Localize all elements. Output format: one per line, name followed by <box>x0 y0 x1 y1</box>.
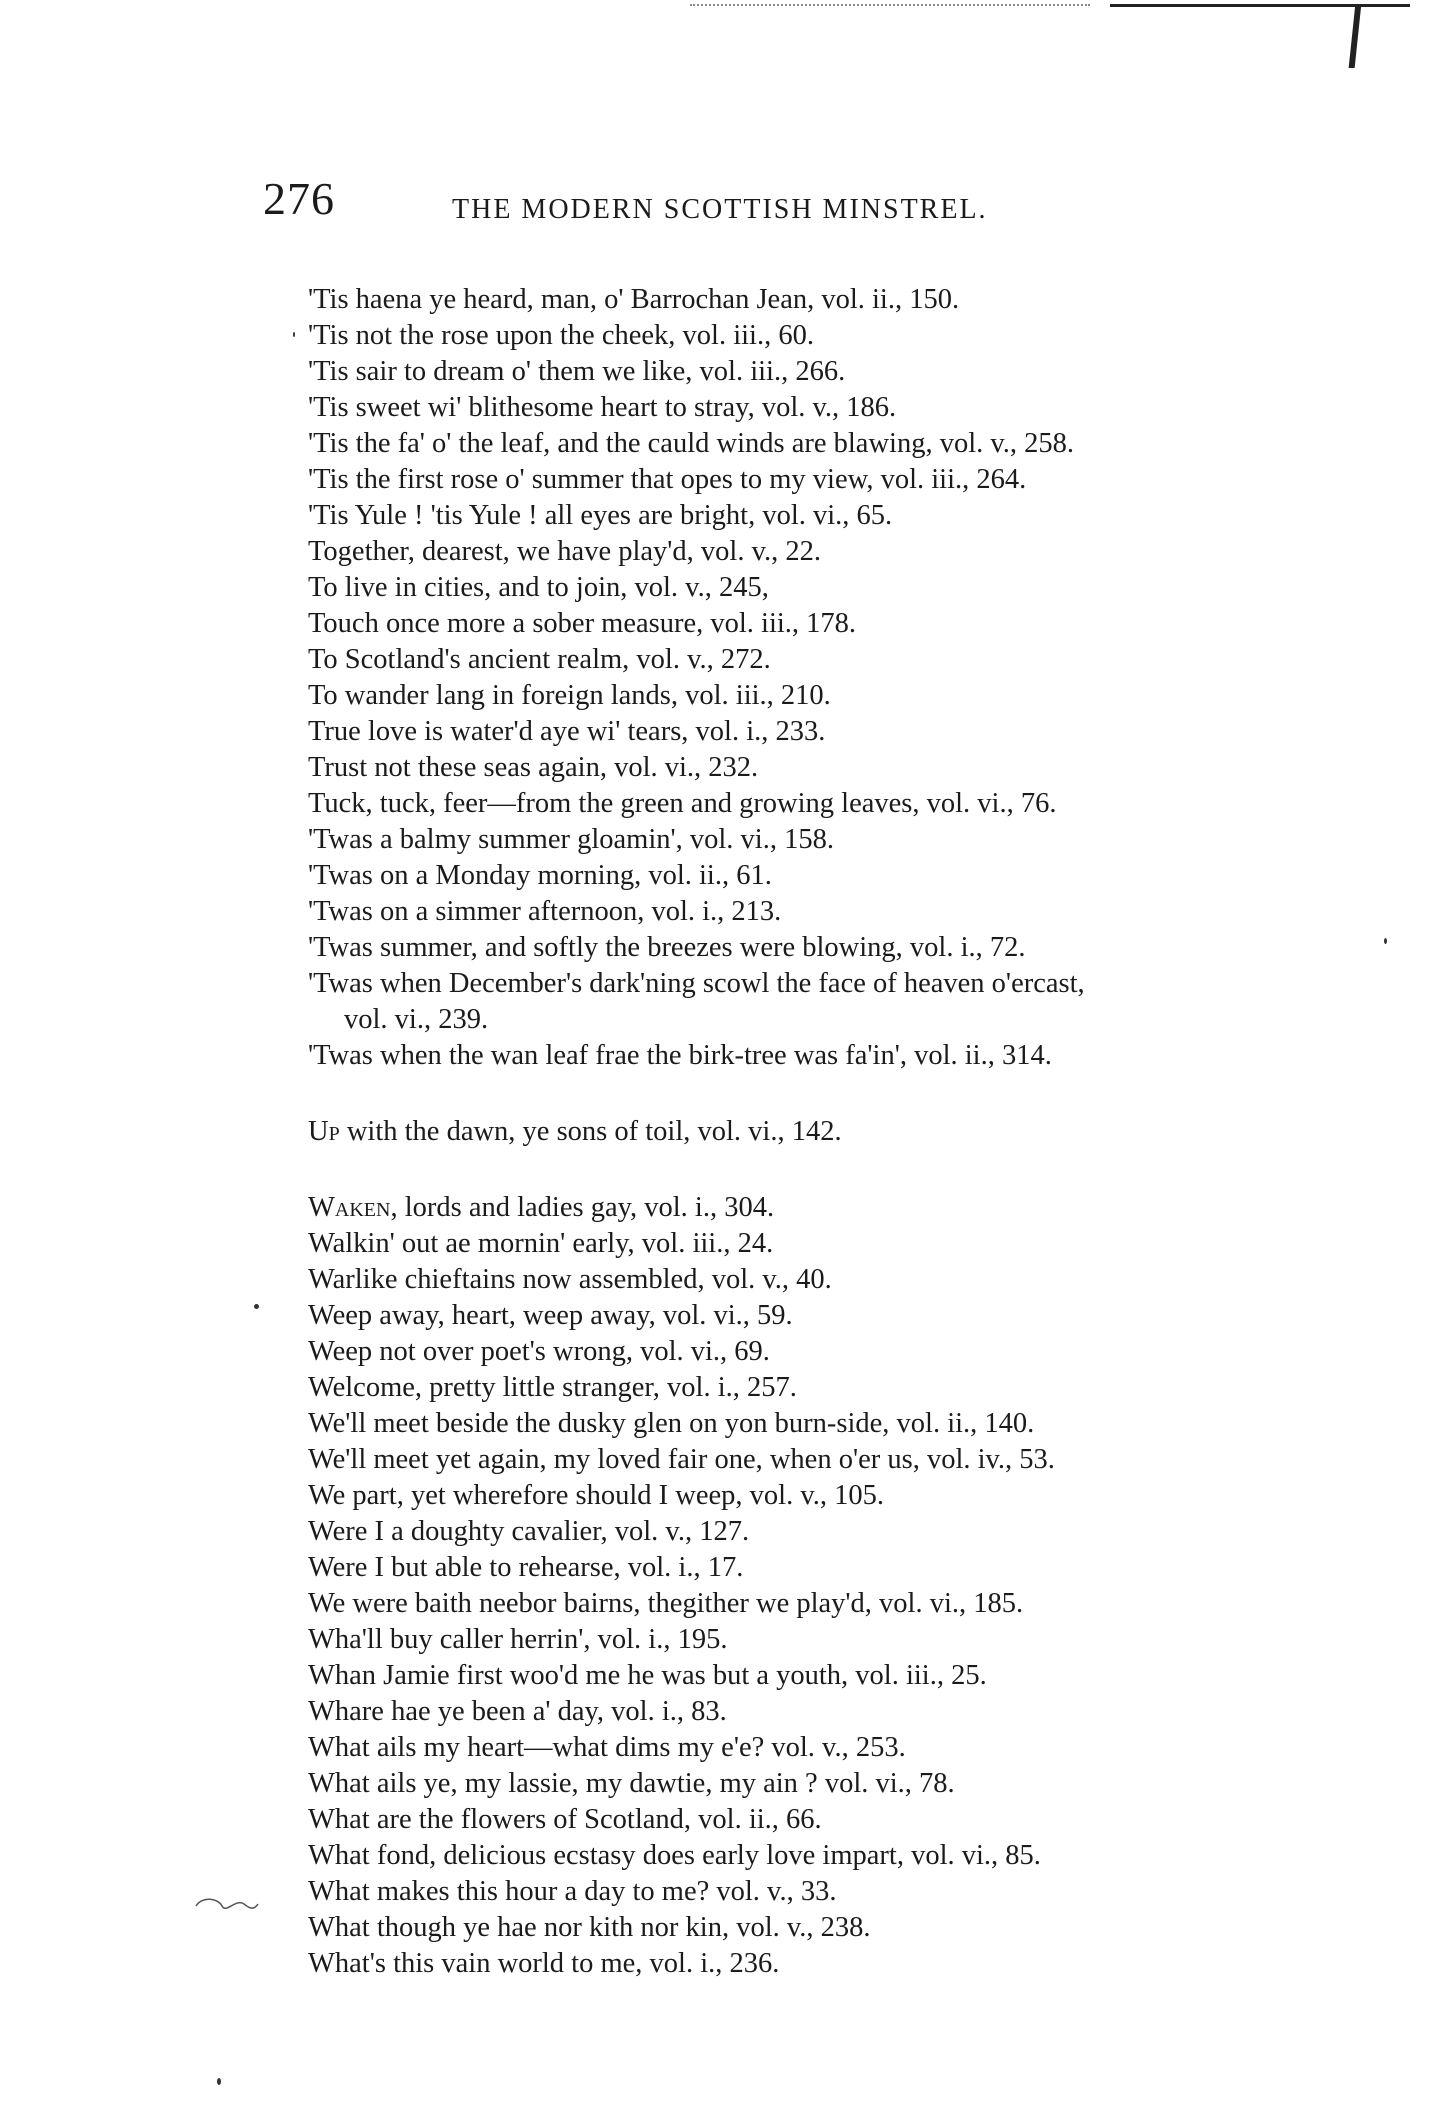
index-entry: Tuck, tuck, feer—from the green and growing leaves, vol. vi., 76. <box>308 788 1057 819</box>
ink-speck <box>254 1304 259 1309</box>
section-lead-word: Up <box>308 1116 340 1147</box>
index-entry: What makes this hour a day to me? vol. v., 33. <box>308 1876 837 1907</box>
section-gap <box>308 1074 1308 1114</box>
index-entry: To Scotland's ancient realm, vol. v., 272. <box>308 644 771 675</box>
index-entry: Walkin' out ae mornin' early, vol. iii., 24. <box>308 1228 774 1259</box>
index-entry <box>308 1114 1308 1150</box>
top-edge-mark <box>1349 4 1362 68</box>
index-entry: Together, dearest, we have play'd, vol. v., 22. <box>308 536 821 567</box>
index-entry: 'Tis haena ye heard, man, o' Barrochan Jean, vol. ii., 150. <box>308 284 960 315</box>
ink-speck <box>293 332 295 337</box>
index-entry: 'Twas on a Monday morning, vol. ii., 61. <box>308 860 772 891</box>
index-entry: We part, yet wherefore should I weep, vol. v., 105. <box>308 1480 884 1511</box>
index-entry: True love is water'd aye wi' tears, vol. i., 233. <box>308 716 826 747</box>
index-entry: 'Twas when December's dark'ning scowl the face of heaven o'ercast, <box>308 968 1085 999</box>
index-entry: Were I a doughty cavalier, vol. v., 127. <box>308 1516 750 1547</box>
index-entry: What ails my heart—what dims my e'e? vol. v., 253. <box>308 1732 906 1763</box>
index-entry: What though ye hae nor kith nor kin, vol. v., 238. <box>308 1912 871 1943</box>
index-entry <box>308 1190 1308 1226</box>
index-entry: What are the flowers of Scotland, vol. ii., 66. <box>308 1804 822 1835</box>
index-entry: 'Tis the fa' o' the leaf, and the cauld winds are blawing, vol. v., 258. <box>308 428 1075 459</box>
top-edge-rule <box>1110 4 1410 7</box>
index-entry: Welcome, pretty little stranger, vol. i., 257. <box>308 1372 797 1403</box>
top-edge-dots <box>690 4 1090 8</box>
first-line-index <box>308 282 1308 1982</box>
index-entry: Weep not over poet's wrong, vol. vi., 69. <box>308 1336 770 1367</box>
index-entry: What's this vain world to me, vol. i., 236. <box>308 1948 780 1979</box>
page-number: 276 <box>263 173 335 224</box>
index-entry: 'Tis sair to dream o' them we like, vol. iii., 266. <box>308 356 846 387</box>
ink-speck <box>217 2078 221 2085</box>
index-entry: Wha'll buy caller herrin', vol. i., 195. <box>308 1624 728 1655</box>
section-lead-word: Waken <box>308 1192 391 1223</box>
index-entry: 'Tis the first rose o' summer that opes to my view, vol. iii., 264. <box>308 464 1027 495</box>
index-entry: We'll meet beside the dusky glen on yon burn-side, vol. ii., 140. <box>308 1408 1035 1439</box>
index-entry: 'Twas summer, and softly the breezes were blowing, vol. i., 72. <box>308 932 1026 963</box>
index-entry-text: , lords and ladies gay, vol. i., 304. <box>390 1192 775 1223</box>
index-entry: What ails ye, my lassie, my dawtie, my ain ? vol. vi., 78. <box>308 1768 955 1799</box>
index-entry: Touch once more a sober measure, vol. iii., 178. <box>308 608 857 639</box>
index-entry: We were baith neebor bairns, thegither we play'd, vol. vi., 185. <box>308 1588 1024 1619</box>
index-entry: 'Tis sweet wi' blithesome heart to stray, vol. v., 186. <box>308 392 897 423</box>
index-entry: Whan Jamie first woo'd me he was but a youth, vol. iii., 25. <box>308 1660 987 1691</box>
margin-scrawl-mark <box>192 1894 262 1918</box>
index-entry: 'Tis not the rose upon the cheek, vol. iii., 60. <box>308 320 814 351</box>
index-entry: To live in cities, and to join, vol. v., 245, <box>308 572 769 603</box>
index-entry: 'Twas on a simmer afternoon, vol. i., 213. <box>308 896 782 927</box>
index-entry: 'Tis Yule ! 'tis Yule ! all eyes are bright, vol. vi., 65. <box>308 500 893 531</box>
index-entry: Were I but able to rehearse, vol. i., 17. <box>308 1552 744 1583</box>
index-entry: To wander lang in foreign lands, vol. iii., 210. <box>308 680 831 711</box>
index-entry: 'Twas when the wan leaf frae the birk-tree was fa'in', vol. ii., 314. <box>308 1040 1052 1071</box>
index-entry: Weep away, heart, weep away, vol. vi., 59. <box>308 1300 793 1331</box>
index-entry: Trust not these seas again, vol. vi., 232. <box>308 752 759 783</box>
ink-speck <box>1384 938 1387 944</box>
index-entry: Whare hae ye been a' day, vol. i., 83. <box>308 1696 727 1727</box>
section-gap <box>308 1150 1308 1190</box>
index-entry: We'll meet yet again, my loved fair one, when o'er us, vol. iv., 53. <box>308 1444 1055 1475</box>
index-entry: Warlike chieftains now assembled, vol. v., 40. <box>308 1264 832 1295</box>
index-entry: 'Twas a balmy summer gloamin', vol. vi., 158. <box>308 824 834 855</box>
index-entry-continuation: vol. vi., 239. <box>344 1004 489 1035</box>
running-title: THE MODERN SCOTTISH MINSTREL. <box>452 194 988 225</box>
index-entry: What fond, delicious ecstasy does early love impart, vol. vi., 85. <box>308 1840 1041 1871</box>
index-entry-text: with the dawn, ye sons of toil, vol. vi., 142. <box>339 1116 842 1147</box>
